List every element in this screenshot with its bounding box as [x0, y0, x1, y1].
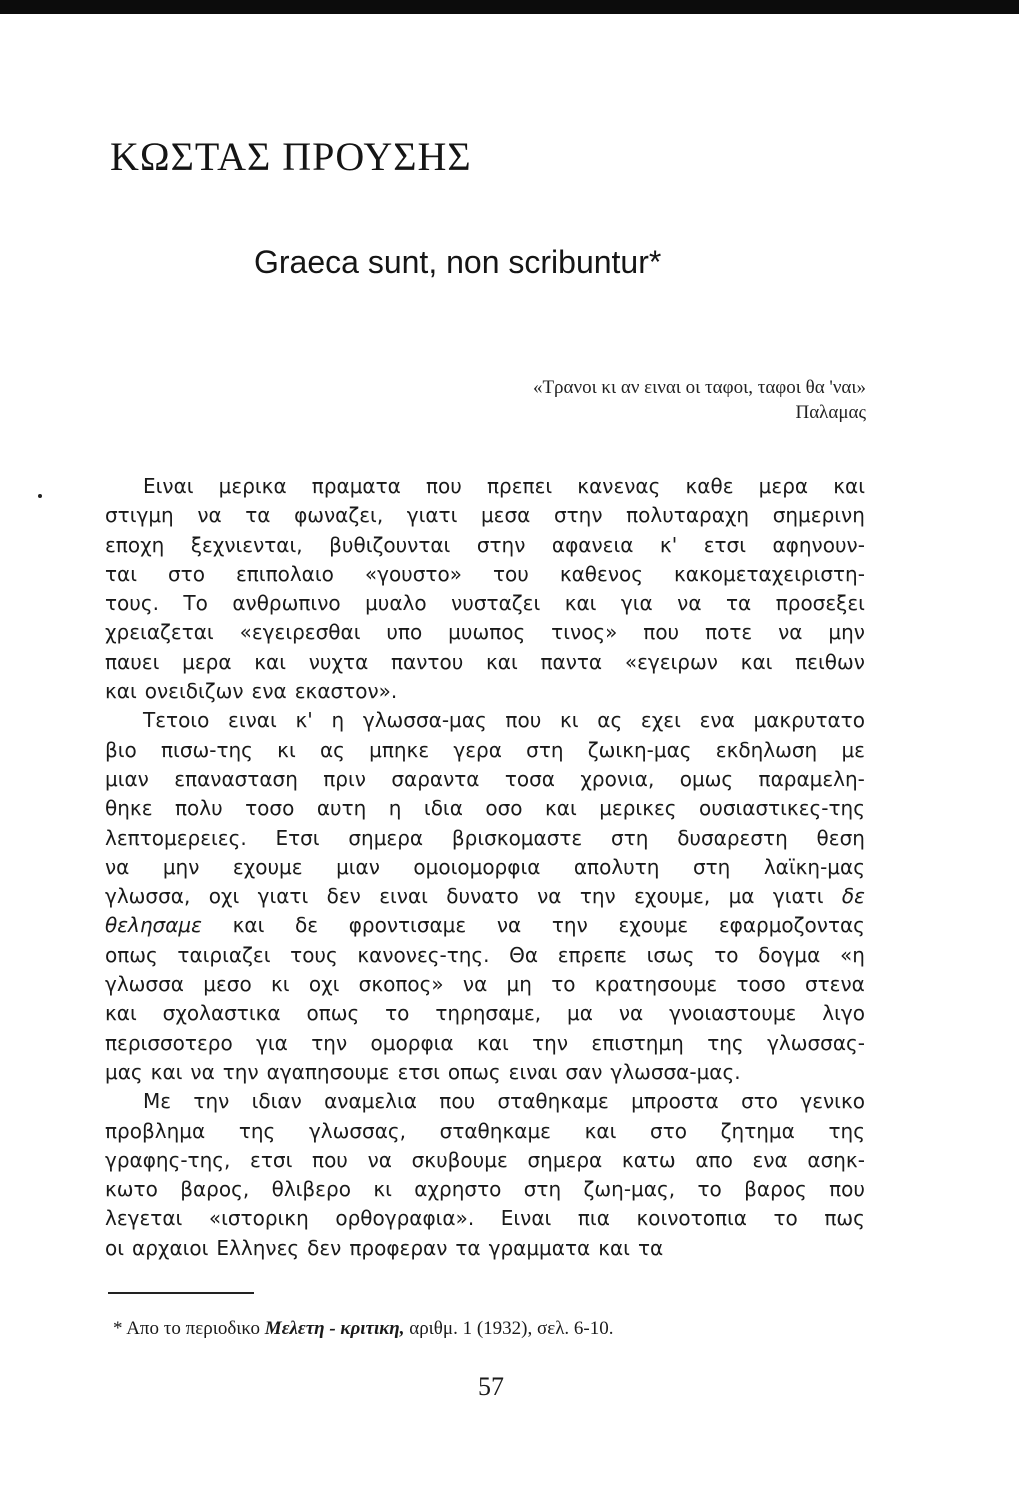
- footnote-rule: [108, 1292, 254, 1294]
- text-line: θελησαμε και δε φροντισαμε να την εχουμε εφαρμοζοντας: [105, 913, 865, 938]
- text-line: Ειναι μερικα πραματα που πρεπει κανενας καθε μερα και: [143, 474, 865, 498]
- text-line: γραφης-της, ετσι που να σκυβουμε σημερα κατω απο ενα ασηκ-: [105, 1147, 865, 1172]
- text-line: τους. Το ανθρωπινο μυαλο νυσταζει και για να τα προσεξει: [105, 591, 865, 616]
- text-line: Με την ιδιαν αναμελια που σταθηκαμε μπροστα στο γενικο: [143, 1089, 865, 1114]
- text-line: λεπτομερειες. Ετσι σημερα βρισκομαστε στη δυσαρεστη θεση: [105, 825, 865, 850]
- footnote: [113, 1318, 614, 1340]
- text-line: περισσοτερο για την ομορφια και την επιστημη της γλωσσας-: [105, 1030, 865, 1055]
- text-line: ται στο επιπολαιο «γουστο» του καθενος κακομεταχειριστη-: [105, 561, 865, 586]
- epigraph: [533, 375, 866, 425]
- epigraph-quote: «Τρανοι κι αν ειναι οι ταφοι, ταφοι θα 'ναι»: [532, 377, 866, 398]
- text-line: γλωσσα, οχι γιατι δεν ειναι δυνατο να την εχουμε, μα γιατι δε: [105, 884, 865, 909]
- page-number: 57: [478, 1372, 504, 1401]
- essay-title: Graeca sunt, non scribuntur*: [254, 244, 662, 280]
- text-line: να μην εχουμε μιαν ομοιομορφια απολυτη στη λαϊκη-μας: [105, 854, 865, 879]
- text-line: οι αρχαιοι Ελληνες δεν προφεραν τα γραμματα και τα: [105, 1235, 664, 1260]
- epigraph-attribution: Παλαμας: [795, 402, 866, 423]
- text-line: γλωσσα μεσο κι οχι σκοπος» να μη το κρατησουμε τοσο στενα: [105, 972, 865, 997]
- text-line: Τετοιο ειναι κ' η γλωσσα-μας που κι ας εχει ενα μακρυτατο: [143, 708, 865, 733]
- footnote-journal: Μελετη - κριτικη,: [264, 1318, 405, 1339]
- text-line: και σχολαστικα οπως το τηρησαμε, μα να γνοιαστουμε λιγο: [105, 1001, 865, 1026]
- text-line: οπως ταιριαζει τους κανονες-της. Θα επρεπε ισως το δογμα «η: [105, 942, 865, 967]
- text-line: και ονειδιζων ενα εκαστον».: [105, 679, 398, 704]
- text-line: μιαν επανασταση πριν σαραντα τοσα χρονια, ομως παραμελη-: [105, 766, 865, 791]
- text-line: παυει μερα και νυχτα παντου και παντα «εγειρων και πειθων: [105, 649, 865, 674]
- author-heading: ΚΩΣΤΑΣ ΠΡΟΥΣΗΣ: [110, 134, 472, 179]
- footnote-suffix: αριθμ. 1 (1932), σελ. 6-10.: [409, 1318, 614, 1339]
- text-line: προβλημα της γλωσσας, σταθηκαμε και στο ζητημα της: [105, 1118, 865, 1143]
- text-line: λεγεται «ιστορικη ορθογραφια». Ειναι πια κοινοτοπια το πως: [105, 1206, 865, 1231]
- text-line: βιο πισω-της κι ας μπηκε γερα στη ζωικη-μας εκδηλωση με: [105, 737, 865, 762]
- text-line: εποχη ξεχνιενται, βυθιζουνται στην αφανεια κ' ετσι αφηνουν-: [105, 532, 865, 557]
- text-line: στιγμη να τα φωναζει, γιατι μεσα στην πολυταραχη σημερινη: [105, 503, 865, 528]
- text-line: χρειαζεται «εγειρεσθαι υπο μυωπος τινος» που ποτε να μην: [105, 620, 865, 645]
- text-line: μας και να την αγαπησουμε ετσι οπως ειναι σαν γλωσσα-μας.: [105, 1059, 741, 1084]
- body-text: [105, 472, 865, 1263]
- text-line: θηκε πολυ τοσο αυτη η ιδια οσο και μερικες ουσιαστικες-της: [105, 796, 865, 821]
- footnote-prefix: * Απο το περιοδικο: [113, 1318, 261, 1339]
- text-line: κωτο βαρος, θλιβερο κι αχρηστο στη ζωη-μας, το βαρος που: [105, 1177, 865, 1202]
